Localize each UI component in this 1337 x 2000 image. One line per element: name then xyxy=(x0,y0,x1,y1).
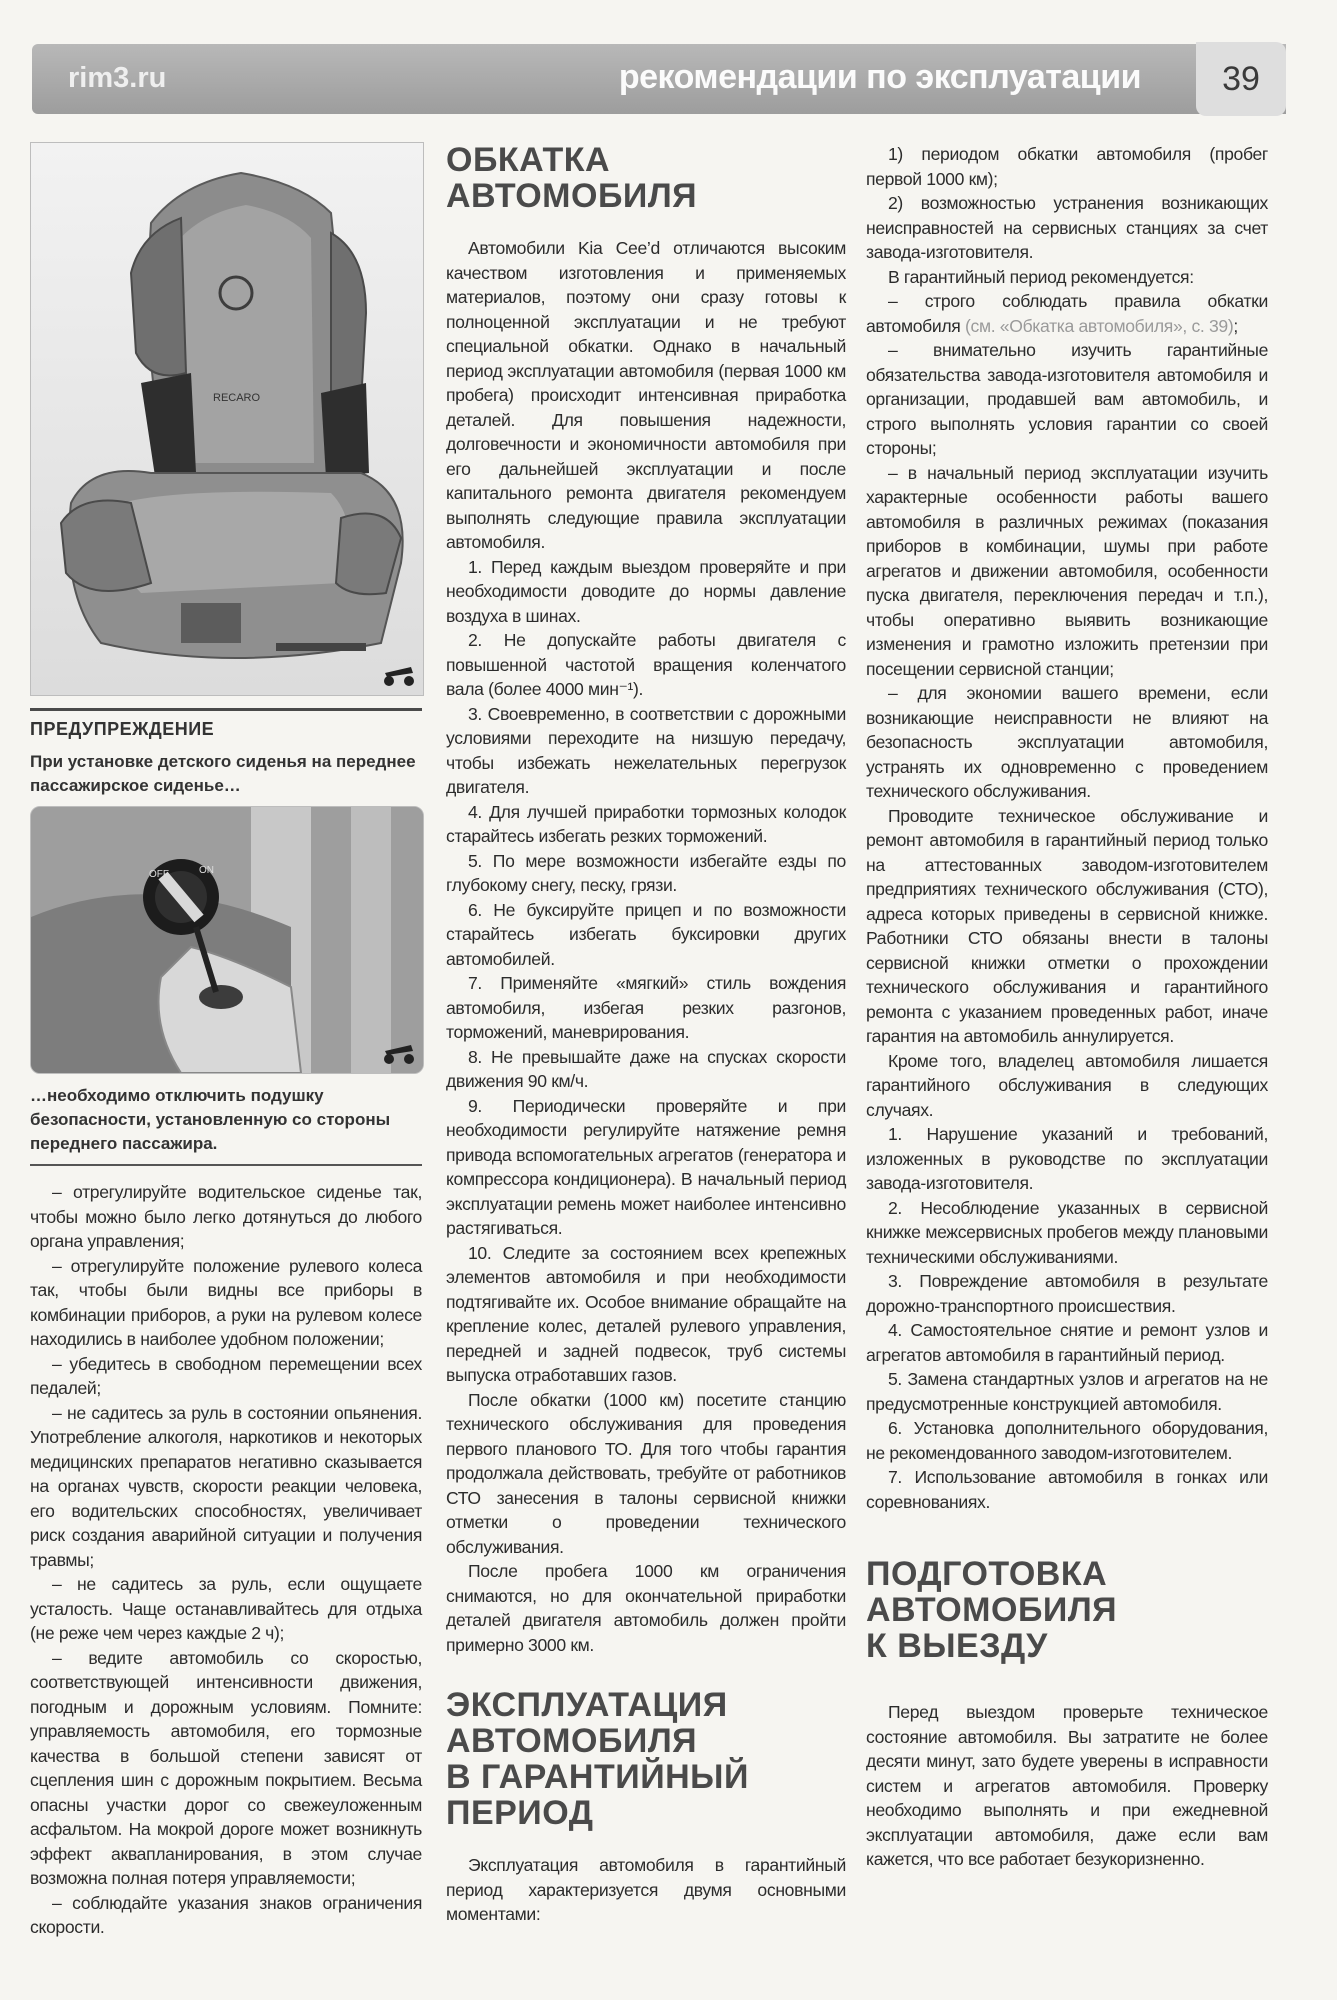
paragraph: – отрегулируйте положение рулевого колеса так, чтобы были видны все приборы в комбинации приборов, а руки на рулевом колесе находились в наиболее удобном положении; xyxy=(30,1255,422,1349)
paragraph: – внимательно изучить гарантийные обязательства завода-изготовителя автомобиля и организации, продавшей вам автомобиль, и строго выполнять условия гарантии со своей стороны; xyxy=(866,340,1268,458)
paragraph: – ведите автомобиль со скоростью, соответствующей интенсивности движения, погодным и дорожным условиям. Помните: управляемость автомобиля, его тормозные качества в большой степени зависят от сцепления шин с дорожным покрытием. Весьма опасны участки дорог со свежеуложенным асфальтом. На мокрой дороге может возникнуть эффект аквапланирования, в этом случае возможна полная потеря управляемости; xyxy=(30,1647,422,1888)
heading-line: ПОДГОТОВКА xyxy=(866,1555,1108,1593)
heading-line: ЭКСПЛУАТАЦИЯ xyxy=(446,1686,728,1724)
paragraph: 9. Периодически проверяйте и при необходимости регулируйте натяжение ремня привода вспомогательных агрегатов (генератора и компрессора кондиционера). В начальный период эксплуатации ремень может наиболее интенсивно растягиваться. xyxy=(446,1095,846,1238)
heading-breakin xyxy=(446,142,846,214)
warning-title: ПРЕДУПРЕЖДЕНИЕ xyxy=(30,708,422,740)
paragraph: – убедитесь в свободном перемещении всех педалей; xyxy=(30,1353,422,1398)
page-number: 39 xyxy=(1196,42,1286,116)
paragraph: 3. Своевременно, в соответствии с дорожными условиями переходите на низшую передачу, чтобы избежать нежелательных перегрузок двигателя. xyxy=(446,703,846,797)
divider xyxy=(30,1164,422,1166)
heading-line: В ГАРАНТИЙНЫЙ xyxy=(446,1758,749,1796)
heading-warranty xyxy=(446,1687,846,1831)
paragraph: Автомобили Kia Cee’d отличаются высоким качеством изготовления и применяемых материалов, поэтому они сразу готовы к полноценной эксплуатации и не требуют специальной обкатки. Однако в начальный период эксплуатации автомобиля (первая 1000 км пробега) происходит интенсивная приработка деталей. Для повышения надежности, долговечности и экономичности автомобиля при его дальнейшей эксплуатации и после капитального ремонта двигателя рекомендуем выполнять следующие правила эксплуатации автомобиля. xyxy=(446,238,846,552)
paragraph: 6. Не буксируйте прицеп и по возможности старайтесь избегать буксировки других автомобилей. xyxy=(446,899,846,969)
paragraph: 7. Использование автомобиля в гонках или соревнованиях. xyxy=(866,1467,1268,1512)
paragraph: Кроме того, владелец автомобиля лишается гарантийного обслуживания в следующих случаях. xyxy=(866,1050,1268,1120)
heading-preparation xyxy=(866,1556,1268,1664)
paragraph-with-xref xyxy=(866,289,1268,338)
paragraph: 4. Самостоятельное снятие и ремонт узлов и агрегатов автомобиля в гарантийный период. xyxy=(866,1320,1268,1365)
airbag-switch-photo xyxy=(30,806,424,1074)
paragraph: – не садитесь за руль в состоянии опьянения. Употребление алкоголя, наркотиков и некоторых медицинских препаратов негативно сказывается на органах чувств, скорости реакции человека, его водительских способностях, увеличивает риск создания аварийной ситуации и получения травмы; xyxy=(30,1402,422,1570)
paragraph: Проводите техническое обслуживание и ремонт автомобиля в гарантийный период только на аттестованных заводом-изготовителем предприятиях технического обслуживания (СТО), адреса которых приведены в сервисной книжке. Работники СТО обязаны внести в талоны сервисной книжки отметки о прохождении технического обслуживания и гарантийного ремонта с указанием проведенных работ, иначе гарантия на автомобиль аннулируется. xyxy=(866,805,1268,1046)
paragraph: 5. По мере возможности избегайте езды по глубокому снегу, песку, грязи. xyxy=(446,850,846,895)
paragraph: 8. Не превышайте даже на спусках скорости движения 90 км/ч. xyxy=(446,1046,846,1091)
xref-before: – строго соблюдать правила обкатки автомобиля xyxy=(866,291,1268,336)
paragraph: 10. Следите за состоянием всех крепежных элементов автомобиля и при необходимости подтягивайте их. Особое внимание обращайте на крепление колес, деталей рулевого управления, передней и задней подвесок, труб системы выпуска отработавших газов. xyxy=(446,1242,846,1385)
paragraph: После обкатки (1000 км) посетите станцию технического обслуживания для проведения первого планового ТО. Для того чтобы гарантия продолжала действовать, требуйте от работников СТО занесения в талоны сервисной книжки отметки о проведении технического обслуживания. xyxy=(446,1389,846,1557)
middle-column xyxy=(446,142,846,1927)
paragraph: 1) периодом обкатки автомобиля (пробег первой 1000 км); xyxy=(866,144,1268,189)
procedure-icon xyxy=(381,1035,417,1065)
seat-brand-label: RECARO xyxy=(213,392,261,404)
paragraph: – соблюдайте указания знаков ограничения скорости. xyxy=(30,1892,422,1937)
cross-reference-link[interactable]: (см. «Обкатка автомобиля», с. 39) xyxy=(965,315,1234,336)
airbag-switch-illustration xyxy=(31,807,423,1073)
paragraph: – для экономии вашего времени, если возникающие неисправности не влияют на безопасность эксплуатации автомобиля, устранять их одновременно с проведением технического обслуживания. xyxy=(866,683,1268,801)
left-body-text xyxy=(30,1180,422,1940)
warning-text: При установке детского сиденья на переднее пассажирское сиденье… xyxy=(30,752,416,795)
paragraph: – отрегулируйте водительское сиденье так, чтобы можно было легко дотянуться до любого органа управления; xyxy=(30,1182,422,1251)
heading-line: АВТОМОБИЛЯ xyxy=(446,1722,698,1760)
switch-off-label: OFF xyxy=(149,869,169,880)
paragraph: 6. Установка дополнительного оборудования, не рекомендованного заводом-изготовителем. xyxy=(866,1418,1268,1463)
warranty-text-continued xyxy=(866,142,1268,1514)
paragraph: – не садитесь за руль, если ощущаете усталость. Чаще останавливайтесь для отдыха (не реже чем через каждые 2 ч); xyxy=(30,1574,422,1643)
paragraph: 1. Нарушение указаний и требований, изложенных в руководстве по эксплуатации завода-изготовителя. xyxy=(866,1124,1268,1193)
switch-on-label: ON xyxy=(199,865,214,876)
paragraph: Эксплуатация автомобиля в гарантийный период характеризуется двумя основными моментами: xyxy=(446,1855,846,1924)
paragraph: 5. Замена стандартных узлов и агрегатов на не предусмотренные конструкцией автомобиля. xyxy=(866,1369,1268,1414)
paragraph: 3. Повреждение автомобиля в результате дорожно-транспортного происшествия. xyxy=(866,1271,1268,1316)
xref-after: ; xyxy=(1233,315,1238,336)
paragraph: После пробега 1000 км ограничения снимаются, но для окончательной приработки деталей двигателя автомобиль должен пройти примерно 3000 км. xyxy=(446,1561,846,1655)
child-seat-photo xyxy=(30,142,424,696)
heading-line: К ВЫЕЗДУ xyxy=(866,1627,1048,1665)
left-column xyxy=(30,142,422,1940)
heading-line: АВТОМОБИЛЯ xyxy=(866,1591,1118,1629)
paragraph: 2. Не допускайте работы двигателя с повышенной частотой вращения коленчатого вала (более 4000 мин⁻¹). xyxy=(446,630,846,699)
right-column xyxy=(866,142,1268,1872)
warranty-text xyxy=(446,1853,846,1927)
site-label: rim3.ru xyxy=(68,62,167,94)
paragraph: – в начальный период эксплуатации изучить характерные особенности работы вашего автомобиля в различных режимах (показания приборов в комбинации, шумы при работе агрегатов и движении автомобиля, особенности пуска двигателя, переключения передач и т.п.), чтобы оперативно выявить возникающие изменения и грамотно изложить претензии при посещении сервисной станции; xyxy=(866,462,1268,679)
paragraph: 4. Для лучшей приработки тормозных колодок старайтесь избегать резких торможений. xyxy=(446,801,846,846)
preparation-text xyxy=(866,1700,1268,1872)
paragraph: Перед выездом проверьте техническое состояние автомобиля. Вы затратите не более десяти минут, зато будете уверены в исправности систем и агрегатов автомобиля. Проверку необходимо выполнять и при ежедневной эксплуатации автомобиля, даже если вам кажется, что все работает безукоризненно. xyxy=(866,1702,1268,1869)
paragraph: 7. Применяйте «мягкий» стиль вождения автомобиля, избегая резких разгонов, торможений, маневрирования. xyxy=(446,973,846,1042)
breakin-text xyxy=(446,236,846,1657)
heading-line: ПЕРИОД xyxy=(446,1794,594,1832)
paragraph: В гарантийный период рекомендуется: xyxy=(888,266,1194,287)
child-seat-illustration xyxy=(31,143,423,695)
heading-line: АВТОМОБИЛЯ xyxy=(446,177,698,215)
section-title: рекомендации по эксплуатации xyxy=(618,58,1141,96)
procedure-icon xyxy=(381,657,417,687)
page-header xyxy=(32,44,1286,114)
paragraph: 2) возможностью устранения возникающих неисправностей на сервисных станциях за счет завода-изготовителя. xyxy=(866,193,1268,262)
photo-caption: …необходимо отключить подушку безопасности, установленную со стороны переднего пассажира. xyxy=(30,1086,391,1153)
paragraph: 2. Несоблюдение указанных в сервисной книжке межсервисных пробегов между плановыми техническими обслуживаниями. xyxy=(866,1197,1268,1267)
paragraph: 1. Перед каждым выездом проверяйте и при необходимости доводите до нормы давление воздуха в шинах. xyxy=(446,556,846,626)
heading-line: ОБКАТКА xyxy=(446,141,611,179)
